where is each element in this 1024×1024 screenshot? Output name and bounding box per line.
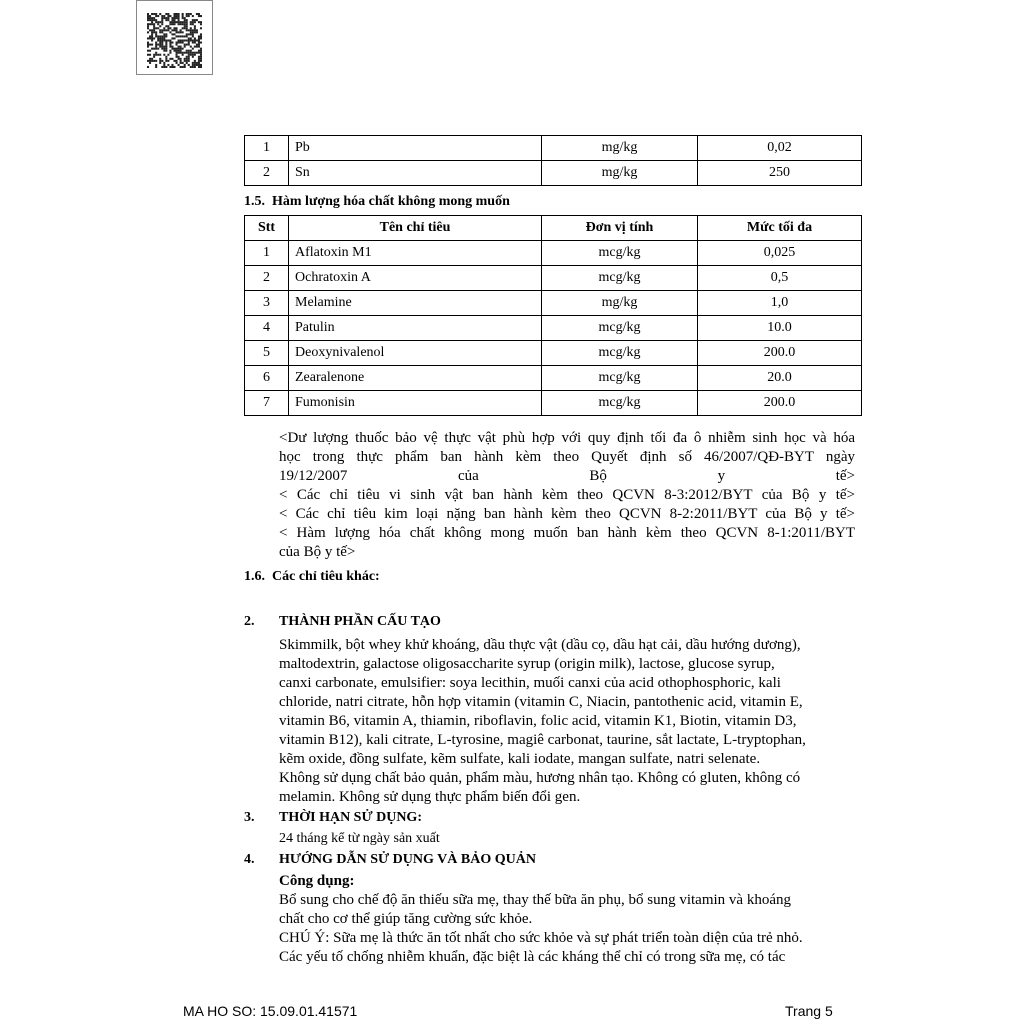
table-cell-stt: 6 (245, 366, 289, 391)
contaminants-table (244, 215, 862, 416)
table-cell-max: 20.0 (698, 366, 862, 391)
table-cell-name: Aflatoxin M1 (289, 241, 542, 266)
column-header-name: Tên chỉ tiêu (289, 216, 542, 241)
table-cell-unit: mcg/kg (542, 341, 698, 366)
regulation-note-line: < Các chỉ tiêu vi sinh vật ban hành kèm theo QCVN 8-3:2012/BYT của Bộ y tế> (279, 487, 855, 503)
table-row (245, 316, 862, 341)
table-cell-name: Ochratoxin A (289, 266, 542, 291)
table-row (245, 136, 862, 161)
section-title: Các chỉ tiêu khác: (272, 569, 380, 584)
page-number: Trang 5 (785, 1003, 833, 1019)
table-cell-max: 200.0 (698, 391, 862, 416)
heavy-metals-table (244, 135, 862, 186)
table-row (245, 266, 862, 291)
table-cell-max: 1,0 (698, 291, 862, 316)
table-cell-name: Patulin (289, 316, 542, 341)
section-4-title: HƯỚNG DẪN SỬ DỤNG VÀ BẢO QUẢN (279, 852, 536, 867)
usage-subtitle: Công dụng: (279, 873, 355, 889)
regulation-note-line: của Bộ y tế> (279, 544, 356, 560)
table-row (245, 241, 862, 266)
composition-line: melamin. Không sử dụng thực phẩm biến đổi gen. (279, 789, 581, 805)
composition-line: vitamin B12), kali citrate, L-tyrosine, magiê carbonat, taurine, sắt lactate, L-tryptophan, (279, 732, 806, 748)
table-cell-unit: mcg/kg (542, 366, 698, 391)
section-1-5-heading (244, 194, 510, 210)
table-cell-stt: 2 (245, 266, 289, 291)
composition-line: chloride, natri citrate, hỗn hợp vitamin (vitamin C, Niacin, pantothenic acid, vitamin E, (279, 694, 803, 710)
table-cell-max: 0,025 (698, 241, 862, 266)
table-row (245, 391, 862, 416)
table-cell-stt: 7 (245, 391, 289, 416)
composition-line: Skimmilk, bột whey khử khoáng, dầu thực vật (dầu cọ, dầu hạt cải, dầu hướng dương), (279, 637, 801, 653)
composition-line: vitamin B6, vitamin A, thiamin, riboflavin, folic acid, vitamin K1, Biotin, vitamin D3, (279, 713, 797, 729)
table-row (245, 341, 862, 366)
composition-line: canxi carbonate, emulsifier: soya lecithin, muối canxi của acid othophosphoric, kali (279, 675, 781, 691)
column-header-max: Mức tối đa (698, 216, 862, 241)
section-3-number: 3. (244, 810, 255, 825)
composition-line: Không sử dụng chất bảo quản, phẩm màu, hương nhân tạo. Không có gluten, không có (279, 770, 801, 786)
table-cell-name: Fumonisin (289, 391, 542, 416)
table-cell-stt: 3 (245, 291, 289, 316)
regulation-note-line: 19/12/2007 của Bộ y tế> (279, 468, 855, 484)
table-cell-unit: mg/kg (542, 136, 698, 161)
composition-line: kẽm oxide, đồng sulfate, kẽm sulfate, kali iodate, mangan sulfate, natri selenate. (279, 751, 761, 767)
section-number: 1.5. (244, 194, 265, 209)
regulation-note-line: < Hàm lượng hóa chất không mong muốn ban hành kèm theo QCVN 8-1:2011/BYT (279, 525, 855, 541)
regulation-note-line: học trong thực phẩm ban hành kèm theo Quyết định số 46/2007/QĐ-BYT ngày (279, 449, 855, 465)
section-title: Hàm lượng hóa chất không mong muốn (272, 194, 510, 209)
section-1-6-heading (244, 569, 380, 585)
table-header-row (245, 216, 862, 241)
document-code: MA HO SO: 15.09.01.41571 (183, 1003, 358, 1019)
table-cell-stt: 2 (245, 161, 289, 186)
column-header-stt: Stt (245, 216, 289, 241)
table-cell-max: 0,02 (698, 136, 862, 161)
table-cell-name: Deoxynivalenol (289, 341, 542, 366)
table-cell-name: Zearalenone (289, 366, 542, 391)
shelf-life-text: 24 tháng kể từ ngày sản xuất (279, 831, 440, 846)
table-cell-stt: 1 (245, 241, 289, 266)
table-cell-unit: mcg/kg (542, 241, 698, 266)
section-3-title: THỜI HẠN SỬ DỤNG: (279, 810, 422, 825)
table-cell-unit: mcg/kg (542, 266, 698, 291)
qr-code (136, 0, 213, 75)
table-row (245, 161, 862, 186)
usage-line: CHÚ Ý: Sữa mẹ là thức ăn tốt nhất cho sức khỏe và sự phát triển toàn diện của trẻ nhỏ. (279, 930, 803, 946)
table-cell-unit: mcg/kg (542, 391, 698, 416)
table-cell-stt: 1 (245, 136, 289, 161)
table-cell-max: 200.0 (698, 341, 862, 366)
section-4-number: 4. (244, 852, 255, 867)
table-cell-stt: 4 (245, 316, 289, 341)
column-header-unit: Đơn vị tính (542, 216, 698, 241)
section-number: 1.6. (244, 569, 265, 584)
table-row (245, 366, 862, 391)
usage-line: Các yếu tố chống nhiễm khuẩn, đặc biệt là các kháng thể chỉ có trong sữa mẹ, có tác (279, 949, 786, 965)
usage-line: chất cho cơ thể giúp tăng cường sức khỏe. (279, 911, 533, 927)
section-2-number: 2. (244, 614, 255, 629)
composition-line: maltodextrin, galactose oligosaccharite syrup (origin milk), lactose, glucose syrup, (279, 656, 775, 672)
section-2-title: THÀNH PHẦN CẤU TẠO (279, 614, 441, 629)
table-cell-name: Pb (289, 136, 542, 161)
regulation-note-line: < Các chỉ tiêu kim loại nặng ban hành kèm theo QCVN 8-2:2011/BYT của Bộ y tế> (279, 506, 855, 522)
usage-line: Bổ sung cho chế độ ăn thiếu sữa mẹ, thay thế bữa ăn phụ, bổ sung vitamin và khoáng (279, 892, 791, 908)
table-cell-name: Melamine (289, 291, 542, 316)
table-cell-unit: mg/kg (542, 161, 698, 186)
table-cell-unit: mg/kg (542, 291, 698, 316)
regulation-note-line: <Dư lượng thuốc bảo vệ thực vật phù hợp với quy định tối đa ô nhiễm sinh học và hóa (279, 430, 855, 446)
table-cell-unit: mcg/kg (542, 316, 698, 341)
table-cell-stt: 5 (245, 341, 289, 366)
table-cell-max: 10.0 (698, 316, 862, 341)
table-cell-max: 0,5 (698, 266, 862, 291)
table-cell-max: 250 (698, 161, 862, 186)
table-cell-name: Sn (289, 161, 542, 186)
table-row (245, 291, 862, 316)
qr-code-pattern (147, 13, 202, 68)
